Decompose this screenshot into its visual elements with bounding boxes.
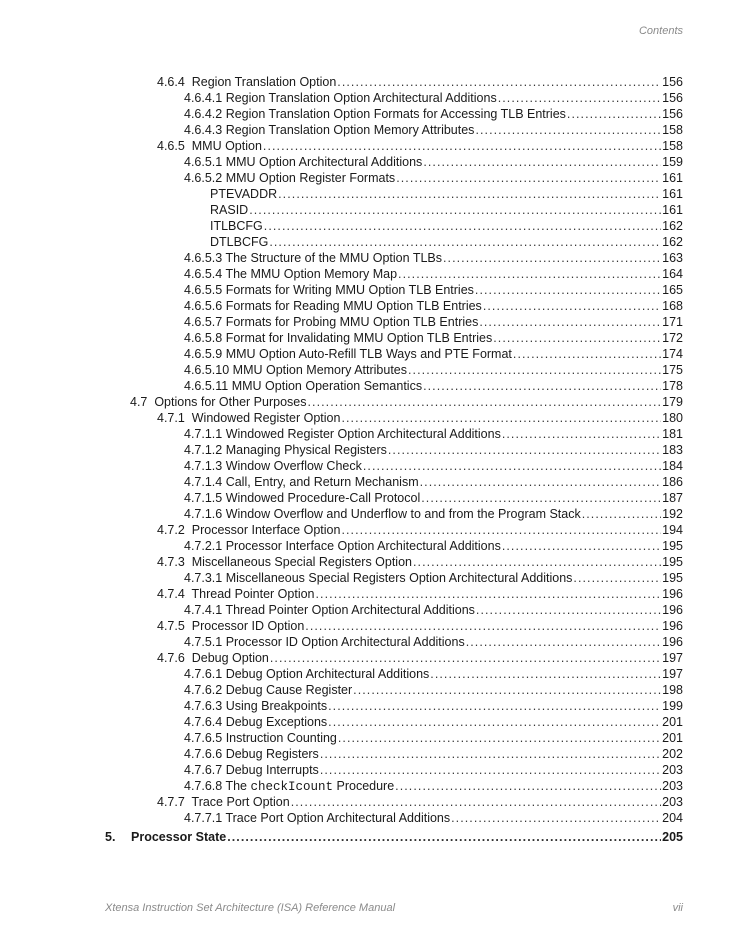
table-of-contents <box>0 74 735 847</box>
toc-entry[interactable] <box>157 586 683 602</box>
toc-dot-leader <box>264 218 661 234</box>
toc-entry-page: 196 <box>662 587 683 601</box>
toc-entry-label: 4.7.6.3 Using Breakpoints <box>184 699 328 713</box>
toc-dot-leader <box>396 170 661 186</box>
toc-entry-page: 161 <box>662 171 683 185</box>
toc-entry-page: 156 <box>662 91 683 105</box>
toc-entry-page: 196 <box>662 619 683 633</box>
toc-entry[interactable] <box>210 234 683 250</box>
toc-entry-page: 165 <box>662 283 683 297</box>
toc-entry[interactable] <box>184 570 683 586</box>
toc-entry[interactable] <box>184 346 683 362</box>
toc-dot-leader <box>278 186 661 202</box>
toc-dot-leader <box>320 762 661 778</box>
toc-entry-page: 156 <box>662 107 683 121</box>
toc-entry[interactable] <box>184 730 683 746</box>
toc-entry[interactable] <box>184 714 683 730</box>
toc-entry-label: 4.6.5.5 Formats for Writing MMU Option TLB Entries <box>184 283 474 297</box>
toc-entry-page: 158 <box>662 123 683 137</box>
toc-entry[interactable] <box>184 746 683 762</box>
toc-entry-page: 181 <box>662 427 683 441</box>
toc-chapter-number: 5. <box>105 830 116 844</box>
toc-entry-label: 4.7.6.7 Debug Interrupts <box>184 763 319 777</box>
toc-entry-label: 4.7.5.1 Processor ID Option Architectural Additions <box>184 635 465 649</box>
toc-entry-page: 184 <box>662 459 683 473</box>
toc-entry-label: 4.6.5.2 MMU Option Register Formats <box>184 171 396 185</box>
toc-entry[interactable] <box>184 266 683 282</box>
toc-entry[interactable] <box>184 250 683 266</box>
toc-entry[interactable] <box>157 554 683 570</box>
page-number: vii <box>672 902 683 914</box>
toc-entry-page: 178 <box>662 379 683 393</box>
toc-entry-label: 4.6.5.1 MMU Option Architectural Additions <box>184 155 423 169</box>
toc-entry-page: 168 <box>662 299 683 313</box>
toc-entry-label: 4.7.6.2 Debug Cause Register <box>184 683 353 697</box>
toc-entry-page: 202 <box>662 747 683 761</box>
toc-dot-leader <box>328 698 661 714</box>
toc-dot-leader <box>269 234 661 250</box>
toc-entry-label: 4.7.3 Miscellaneous Special Registers Option <box>157 555 412 569</box>
toc-entry[interactable] <box>184 154 683 170</box>
toc-entry[interactable] <box>184 666 683 682</box>
toc-entry-label: 4.7.3.1 Miscellaneous Special Registers Option Architectural Additions <box>184 571 573 585</box>
toc-entry[interactable] <box>157 138 683 154</box>
toc-dot-leader <box>363 458 661 474</box>
toc-entry-page: 174 <box>662 347 683 361</box>
toc-entry-label: 4.6.4.1 Region Translation Option Architectural Additions <box>184 91 497 105</box>
toc-entry-label: 4.7.1.2 Managing Physical Registers <box>184 443 387 457</box>
toc-entry[interactable] <box>184 810 683 826</box>
toc-entry-label: 4.7.6.5 Instruction Counting <box>184 731 337 745</box>
toc-dot-leader <box>413 554 661 570</box>
toc-entry-page: 204 <box>662 811 683 825</box>
toc-entry-page: 201 <box>662 731 683 745</box>
toc-entry-page: 197 <box>662 667 683 681</box>
toc-entry[interactable] <box>184 634 683 650</box>
toc-entry-label: 4.7.1 Windowed Register Option <box>157 411 341 425</box>
toc-dot-leader <box>502 426 661 442</box>
toc-dot-leader <box>423 378 661 394</box>
toc-dot-leader <box>337 74 661 90</box>
toc-entry[interactable] <box>184 538 683 554</box>
toc-entry-label: 4.7.1.6 Window Overflow and Underflow to and from the Program Stack <box>184 507 581 521</box>
toc-entry[interactable] <box>184 458 683 474</box>
toc-dot-leader <box>249 202 661 218</box>
toc-entry[interactable] <box>184 778 683 794</box>
toc-entry[interactable] <box>184 90 683 106</box>
toc-chapter-page: 205 <box>662 830 683 844</box>
toc-entry-label: 4.6.5.9 MMU Option Auto-Refill TLB Ways and PTE Format <box>184 347 512 361</box>
toc-entry-page: 183 <box>662 443 683 457</box>
toc-entry-page: 201 <box>662 715 683 729</box>
toc-entry[interactable] <box>184 298 683 314</box>
toc-entry[interactable] <box>184 506 683 522</box>
toc-entry[interactable] <box>184 122 683 138</box>
toc-entry[interactable] <box>157 650 683 666</box>
toc-entry-label: 4.7.4.1 Thread Pointer Option Architectural Additions <box>184 603 475 617</box>
toc-dot-leader <box>398 266 661 282</box>
toc-entry-page: 186 <box>662 475 683 489</box>
toc-dot-leader <box>498 90 661 106</box>
toc-dot-leader <box>483 298 661 314</box>
toc-dot-leader <box>270 650 661 666</box>
toc-entry-label: 4.7.1.1 Windowed Register Option Architectural Additions <box>184 427 501 441</box>
toc-entry[interactable] <box>184 490 683 506</box>
toc-dot-leader <box>567 106 661 122</box>
toc-entry[interactable] <box>130 394 683 410</box>
toc-entry-page: 156 <box>662 75 683 89</box>
toc-entry-label: 4.7.7.1 Trace Port Option Architectural Additions <box>184 811 451 825</box>
toc-dot-leader <box>582 506 661 522</box>
toc-entry-label: 4.7.6 Debug Option <box>157 651 269 665</box>
toc-entry[interactable] <box>157 522 683 538</box>
toc-dot-leader <box>341 522 661 538</box>
toc-dot-leader <box>502 538 661 554</box>
toc-entry[interactable] <box>184 330 683 346</box>
toc-dot-leader <box>328 714 661 730</box>
toc-entry-page: 195 <box>662 539 683 553</box>
toc-entry-label: 4.7.7 Trace Port Option <box>157 795 290 809</box>
toc-entry-code: checkIcount <box>250 780 334 794</box>
toc-entry-page: 161 <box>662 203 683 217</box>
toc-entry-page: 158 <box>662 139 683 153</box>
toc-dot-leader <box>421 490 661 506</box>
toc-entry-label: 4.7.6.8 The <box>184 779 251 793</box>
toc-entry-label: 4.6.5.3 The Structure of the MMU Option TLBs <box>184 251 442 265</box>
toc-entry-page: 192 <box>662 507 683 521</box>
toc-dot-leader <box>513 346 661 362</box>
toc-entry-label: 4.6.4 Region Translation Option <box>157 75 337 89</box>
toc-entry-page: 162 <box>662 219 683 233</box>
toc-entry-label: 4.6.5.10 MMU Option Memory Attributes <box>184 363 408 377</box>
toc-dot-leader <box>423 154 661 170</box>
toc-entry-page: 196 <box>662 635 683 649</box>
toc-dot-leader <box>430 666 661 682</box>
toc-entry-page: 196 <box>662 603 683 617</box>
toc-entry[interactable] <box>210 218 683 234</box>
toc-entry-page: 164 <box>662 267 683 281</box>
toc-entry-label-suffix: Procedure <box>333 779 395 793</box>
toc-dot-leader <box>573 570 661 586</box>
toc-entry-label: 4.7.1.5 Windowed Procedure-Call Protocol <box>184 491 421 505</box>
toc-entry-page: 163 <box>662 251 683 265</box>
toc-dot-leader <box>479 314 661 330</box>
toc-entry[interactable] <box>184 762 683 778</box>
toc-entry-label: 4.7.5 Processor ID Option <box>157 619 305 633</box>
toc-entry[interactable] <box>184 682 683 698</box>
toc-dot-leader <box>291 794 661 810</box>
toc-entry-page: 180 <box>662 411 683 425</box>
toc-entry-page: 194 <box>662 523 683 537</box>
toc-entry-label: 4.6.5.6 Formats for Reading MMU Option TLB Entries <box>184 299 482 313</box>
toc-entry-page: 172 <box>662 331 683 345</box>
toc-entry[interactable] <box>184 602 683 618</box>
toc-entry-page: 203 <box>662 795 683 809</box>
toc-entry-page: 159 <box>662 155 683 169</box>
toc-dot-leader <box>466 634 661 650</box>
toc-chapter-entry[interactable] <box>105 829 683 847</box>
toc-entry-label: 4.7 Options for Other Purposes <box>130 395 307 409</box>
toc-entry-label: 4.6.5.4 The MMU Option Memory Map <box>184 267 398 281</box>
toc-entry-page: 162 <box>662 235 683 249</box>
toc-entry-label: 4.7.4 Thread Pointer Option <box>157 587 315 601</box>
toc-entry[interactable] <box>184 378 683 394</box>
toc-chapter-label: Processor State <box>131 830 227 844</box>
toc-dot-leader <box>316 586 662 602</box>
toc-entry[interactable] <box>184 362 683 378</box>
toc-entry-page: 203 <box>662 779 683 793</box>
toc-dot-leader <box>475 122 661 138</box>
toc-entry-page: 187 <box>662 491 683 505</box>
toc-entry-page: 179 <box>662 395 683 409</box>
toc-entry[interactable] <box>157 410 683 426</box>
toc-dot-leader <box>305 618 661 634</box>
toc-entry-label: PTEVADDR <box>210 187 278 201</box>
toc-entry[interactable] <box>184 426 683 442</box>
toc-entry[interactable] <box>184 106 683 122</box>
toc-entry[interactable] <box>184 170 683 186</box>
toc-entry-page: 161 <box>662 187 683 201</box>
toc-entry-label: 4.6.4.3 Region Translation Option Memory Attributes <box>184 123 475 137</box>
toc-entry-page: 198 <box>662 683 683 697</box>
toc-dot-leader <box>263 138 661 154</box>
toc-dot-leader <box>395 778 661 794</box>
toc-dot-leader <box>408 362 661 378</box>
toc-entry[interactable] <box>157 74 683 90</box>
toc-entry[interactable] <box>184 474 683 490</box>
running-footer-title: Xtensa Instruction Set Architecture (ISA) Reference Manual <box>105 902 396 914</box>
toc-entry-label: 4.7.6.4 Debug Exceptions <box>184 715 328 729</box>
toc-entry[interactable] <box>210 186 683 202</box>
toc-dot-leader <box>320 746 661 762</box>
toc-entry-page: 203 <box>662 763 683 777</box>
toc-dot-leader <box>451 810 661 826</box>
toc-entry-label: DTLBCFG <box>210 235 269 249</box>
toc-entry-label: RASID <box>210 203 249 217</box>
toc-entry[interactable] <box>157 794 683 810</box>
toc-entry-label: ITLBCFG <box>210 219 263 233</box>
toc-dot-leader <box>388 442 661 458</box>
toc-entry-page: 175 <box>662 363 683 377</box>
toc-dot-leader <box>443 250 661 266</box>
toc-entry-label: 4.7.6.1 Debug Option Architectural Additions <box>184 667 430 681</box>
toc-entry-page: 197 <box>662 651 683 665</box>
toc-entry-label: 4.7.2 Processor Interface Option <box>157 523 341 537</box>
toc-entry-label: 4.6.4.2 Region Translation Option Formats for Accessing TLB Entries <box>184 107 566 121</box>
toc-entry[interactable] <box>157 618 683 634</box>
toc-entry-page: 195 <box>662 555 683 569</box>
toc-entry-label: 4.7.1.4 Call, Entry, and Return Mechanism <box>184 475 419 489</box>
toc-entry-label: 4.7.6.6 Debug Registers <box>184 747 319 761</box>
running-header: Contents <box>638 25 683 37</box>
toc-entry[interactable] <box>184 442 683 458</box>
toc-dot-leader <box>338 730 661 746</box>
toc-entry[interactable] <box>210 202 683 218</box>
toc-entry-page: 171 <box>662 315 683 329</box>
toc-entry[interactable] <box>184 282 683 298</box>
toc-entry-label: 4.6.5.7 Formats for Probing MMU Option TLB Entries <box>184 315 479 329</box>
toc-dot-leader <box>476 602 661 618</box>
toc-dot-leader <box>353 682 661 698</box>
toc-dot-leader <box>227 829 661 845</box>
toc-entry-label: 4.7.1.3 Window Overflow Check <box>184 459 362 473</box>
toc-entry[interactable] <box>184 698 683 714</box>
toc-entry-label: 4.7.2.1 Processor Interface Option Architectural Additions <box>184 539 501 553</box>
toc-dot-leader <box>307 394 661 410</box>
toc-dot-leader <box>493 330 661 346</box>
toc-entry-page: 199 <box>662 699 683 713</box>
toc-dot-leader <box>341 410 661 426</box>
toc-entry-label: 4.6.5.8 Format for Invalidating MMU Option TLB Entries <box>184 331 493 345</box>
toc-entry-label: 4.6.5.11 MMU Option Operation Semantics <box>184 379 423 393</box>
toc-entry[interactable] <box>184 314 683 330</box>
toc-dot-leader <box>475 282 661 298</box>
toc-entry-label: 4.6.5 MMU Option <box>157 139 262 153</box>
toc-entry-page: 195 <box>662 571 683 585</box>
toc-dot-leader <box>420 474 662 490</box>
